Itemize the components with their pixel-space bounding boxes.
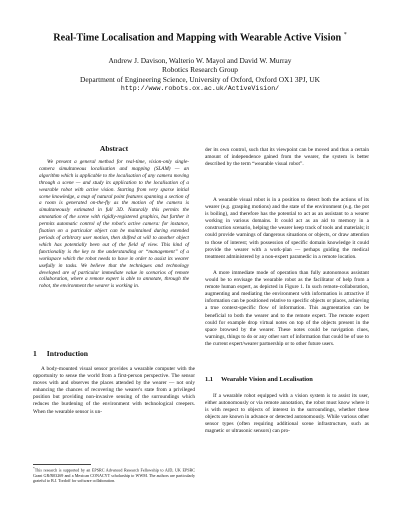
- footnote-rule: [33, 464, 91, 465]
- title-footnote-mark: *: [343, 32, 347, 38]
- abstract-heading: Abstract: [99, 144, 129, 153]
- section-heading-introduction: [33, 349, 88, 358]
- paper-title: [0, 32, 400, 43]
- introduction-paragraph: A body-mounted visual sensor provides a wearable computer with the opportunity to sense the world from a first-person perspective. The sensor moves with and observes the places attended by the wearer — not only enhancing the chances of recovering the wearer's state from a privileged position but providing non-invasive sensing of the surroundings which reduces the burdening of the environment with technological creepers. When the wearable sensor is un-: [33, 366, 195, 415]
- subsection-heading: [205, 376, 313, 383]
- footnote-text: This research is supported by an EPSRC Advanced Research Fellowship to AJD, UK EPSRC Grant GR/R03269 and a Mexican CONACYT scholarship to WWM. The authors are particularly grateful to B.J. Tordoff for software collaboration.: [33, 467, 195, 484]
- project-url: http://www.robots.ox.ac.uk/ActiveVision/: [120, 84, 280, 92]
- department-address: Department of Engineering Science, University of Oxford, Oxford OX1 3PJ, UK: [80, 74, 320, 84]
- right-column-paragraph-1: der its own control, such that its viewpoint can be moved and thus a certain amount of independence gained from the wearer, the system is better described by the term “wearable visual robot”.: [205, 147, 369, 168]
- footnote: [33, 466, 195, 484]
- abstract-text: We present a general method for real-time, vision-only single-camera simultaneous localisation and mapping (SLAM) — an algorithm which is applicable to the localisation of any camera moving through a scene — and study its application to the localisation of a wearable robot with active vision. Starting from very sparse initial scene knowledge, a map of natural point features spanning a section of a room is generated on-the-fly as the motion of the camera is simultaneously estimated in full 3D. Naturally this permits the annotation of the scene with rigidly-registered graphics, but further it permits automatic control of the robot's active camera: for instance, fixation on a particular object can be maintained during extended periods of arbitrary user motion, then shifted at will to another object which has potentially been out of the field of view. This kind of functionality is the key to the understanding or “management” of a workspace which the robot needs to have in order to assist its wearer usefully in tasks. We believe that the techniques and technology developed are of particular immediate value in scenarios of remote collaboration, where a remote expert is able to annotate, through the robot, the environment the wearer is working in.: [39, 159, 189, 290]
- right-column-paragraph-3: A more immediate mode of operation than fully autonomous assistant would be to envisage the wearable robot as the facilitator of help from a remote human expert, as depicted in Figure 1. In such remote-collaboration, augmenting and mediating the environment with information is attractive if information can be positioned relative to specific objects or places, achieving a true context-specific flow of information. This augmentation can be beneficial to both the wearer and to the remote expert. The remote expert could for example drop virtual notes on top of the objects present in the space browsed by the wearer. These notes could be navigation clues, warnings, things to do or any other sort of information that could be of use to the current expert/wearer partnership or to other future users.: [205, 270, 369, 347]
- author-block: [0, 56, 400, 93]
- right-column-paragraph-4: If a wearable robot equipped with a vision system is to assist its user, either autonomously or via remote annotation, the robot must know where it is with respect to objects of interest in the surroundings, whether these objects are known in advance or detected autonomously. While various other sensor types (often requiring additional scene infrastructure, such as magnetic or ultrasonic sensors) can pro-: [205, 393, 369, 435]
- author-names: Andrew J. Davison, Walterio W. Mayol and David W. Murray: [108, 56, 292, 65]
- subsection-title: Wearable Vision and Localisation: [221, 376, 313, 383]
- right-column-paragraph-2: A wearable visual robot is in a position to detect both the actions of its wearer (e.g. grasping motions) and the state of the environment (e.g. the pot is boiling), and therefore has the potential to act as an assistant to a wearer working in various domains. It could act as an aid to memory in a construction scenario, helping the wearer keep track of tools and materials; it could provide warnings of dangerous situations or objects, or draw attention to those of interest; with possession of specific domain knowledge it could provide the wearer with a work-plan — perhaps guiding the medical treatment administered by a non-expert paramedic in a remote location.: [205, 197, 369, 260]
- footnote-mark: *: [33, 466, 35, 470]
- section-title: Introduction: [46, 349, 89, 358]
- subsection-number: 1.1: [205, 376, 213, 383]
- section-number: 1: [33, 349, 37, 358]
- title-text: Real-Time Localisation and Mapping with Wearable Active Vision: [53, 32, 342, 44]
- research-group: Robotics Research Group: [162, 65, 238, 75]
